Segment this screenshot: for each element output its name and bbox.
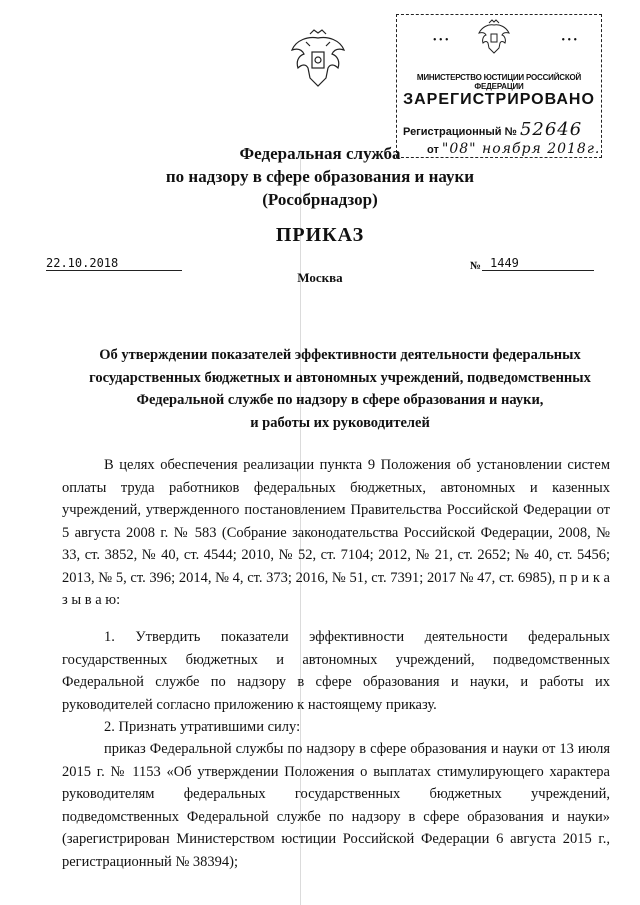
stamp-date-value: "08" ноября 2018г.	[441, 141, 601, 157]
stamp-emblem	[477, 19, 511, 55]
preamble-paragraph: В целях обеспечения реализации пункта 9 Положения об установлении систем оплаты труда работников федеральных бюджетных, автономных и казенных учреждений, утвержденного постановлением Правительства Российской Федерации от 5 августа 2008 г. № 583 (Собрание законодательства Российской Федерации, 2008, № 33, ст. 3852, № 40, ст. 4544; 2010, № 52, ст. 7104; 2012, № 21, ст. 2652; № 40, ст. 5456; 2013, № 5, ст. 396; 2014, № 4, ст. 373; 2016, № 51, ст. 7391; 2017 № 47, ст. 6985), п р и к а з ы в а ю:	[62, 457, 610, 608]
org-name-line2: по надзору в сфере образования и науки	[165, 167, 475, 186]
subject-line2: государственных бюджетных и автономных учреждений, подведомственных	[89, 369, 591, 386]
stamp-registered: ЗАРЕГИСТРИРОВАНО	[403, 91, 595, 108]
stamp-date-label: от	[427, 144, 439, 156]
coat-of-arms-emblem	[288, 28, 348, 90]
order-subject	[80, 344, 600, 434]
stamp-ornament-left: • • •	[433, 35, 449, 46]
order-number-label: №	[470, 260, 482, 272]
org-name-line3: (Рособрнадзор)	[262, 190, 378, 209]
order-city: Москва	[297, 270, 343, 285]
registration-stamp	[396, 14, 602, 158]
stamp-ministry: МИНИСТЕРСТВО ЮСТИЦИИ РОССИЙСКОЙ ФЕДЕРАЦИИ	[416, 73, 582, 91]
revoked-order-paragraph: приказ Федеральной службы по надзору в сфере образования и науки от 13 июля 2015 г. № 1153 «Об утверждении Положения о выплатах стимулирующего характера руководителям федеральных государственных бюджетных учреждений, подведомственных Федеральной службе по надзору в сфере образования и науки» (зарегистрирован Министерством юстиции Российской Федерации 6 августа 2015 г., регистрационный № 38394);	[62, 741, 610, 870]
org-name-line1: Федеральная служба	[239, 144, 401, 163]
stamp-reg-label: Регистрационный №	[403, 126, 517, 138]
stamp-ornament-right: • • •	[561, 35, 577, 46]
stamp-registration-line	[403, 119, 582, 140]
order-number: 1449	[482, 256, 594, 271]
order-date: 22.10.2018	[46, 256, 182, 271]
subject-line3: Федеральной службе по надзору в сфере образования и науки,	[136, 392, 544, 408]
order-title: ПРИКАЗ	[275, 224, 365, 246]
subject-line1: Об утверждении показателей эффективности деятельности федеральных	[99, 347, 581, 363]
item-2-paragraph: 2. Признать утратившими силу:	[104, 719, 301, 735]
stamp-reg-number: 52646	[519, 119, 583, 140]
subject-line4: и работы их руководителей	[250, 414, 430, 431]
item-1-paragraph: 1. Утвердить показатели эффективности деятельности федеральных государственных бюджетных и автономных учреждений, подведомственных Федеральной службе по надзору в сфере образования и науки, и работы их руководителей согласно приложению к настоящему приказу.	[62, 629, 610, 713]
